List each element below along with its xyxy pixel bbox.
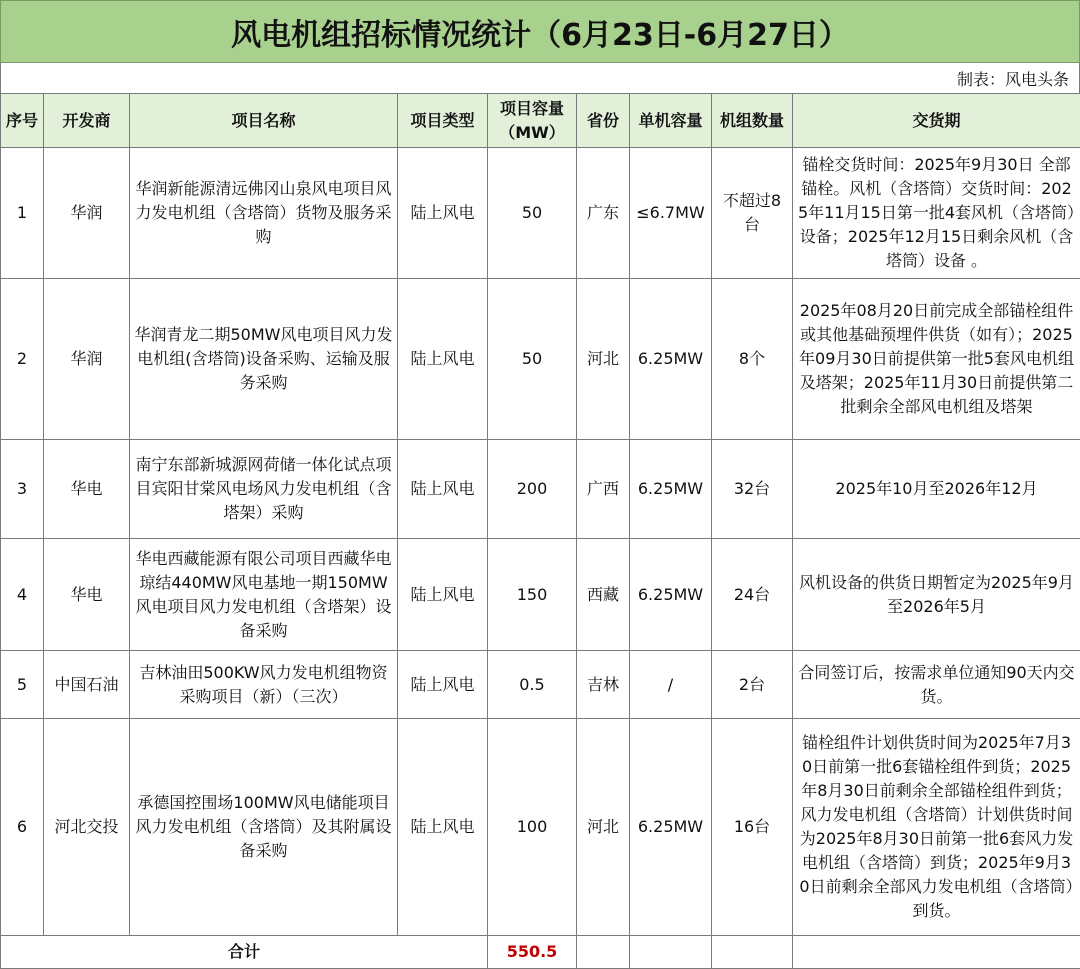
header-capacity-line2: （MW） [492, 121, 572, 145]
total-label: 合计 [1, 936, 488, 969]
row-unit-capacity: / [630, 651, 712, 719]
header-province: 省份 [577, 94, 630, 148]
row-developer: 华电 [44, 440, 130, 539]
row-project: 华润青龙二期50MW风电项目风力发电机组(含塔筒)设备采购、运输及服务采购 [130, 279, 398, 440]
row-unit-capacity: 6.25MW [630, 279, 712, 440]
total-capacity: 550.5 [488, 936, 577, 969]
page-title: 风电机组招标情况统计（6月23日-6月27日） [0, 0, 1080, 63]
row-unit-capacity: 6.25MW [630, 539, 712, 651]
table-row [1, 719, 1080, 936]
header-index: 序号 [1, 94, 44, 148]
row-unit-count: 16台 [712, 719, 793, 936]
header-unit-capacity: 单机容量 [630, 94, 712, 148]
row-capacity: 0.5 [488, 651, 577, 719]
table-row [1, 440, 1080, 539]
row-delivery: 锚栓组件计划供货时间为2025年7月30日前第一批6套锚栓组件到货；2025年8月30日前剩余全部锚栓组件到货；风力发电机组（含塔筒）计划供货时间为2025年8月30日前第一批6套风力发电机组（含塔筒）到货；2025年9月30日前剩余全部风力发电机组（含塔筒）到货。 [793, 719, 1080, 936]
row-type: 陆上风电 [398, 539, 488, 651]
row-unit-count: 32台 [712, 440, 793, 539]
total-empty-unit-count [712, 936, 793, 969]
row-developer: 河北交投 [44, 719, 130, 936]
row-delivery: 2025年10月至2026年12月 [793, 440, 1080, 539]
row-type: 陆上风电 [398, 651, 488, 719]
row-index: 1 [1, 148, 44, 279]
row-type: 陆上风电 [398, 148, 488, 279]
row-developer: 华润 [44, 148, 130, 279]
row-developer: 中国石油 [44, 651, 130, 719]
row-unit-count: 不超过8台 [712, 148, 793, 279]
row-province: 吉林 [577, 651, 630, 719]
total-row [1, 936, 1080, 969]
row-project: 承德国控围场100MW风电储能项目风力发电机组（含塔筒）及其附属设备采购 [130, 719, 398, 936]
row-unit-capacity: 6.25MW [630, 440, 712, 539]
table-row [1, 539, 1080, 651]
header-unit-count: 机组数量 [712, 94, 793, 148]
row-index: 3 [1, 440, 44, 539]
row-delivery: 2025年08月20日前完成全部锚栓组件或其他基础预埋件供货（如有）；2025年09月30日前提供第一批5套风电机组及塔架；2025年11月30日前提供第二批剩余全部风电机组及塔架 [793, 279, 1080, 440]
row-unit-capacity: ≤6.7MW [630, 148, 712, 279]
row-type: 陆上风电 [398, 279, 488, 440]
row-delivery: 锚栓交货时间：2025年9月30日 全部锚栓。风机（含塔筒）交货时间：2025年11月15日第一批4套风机（含塔筒）设备；2025年12月15日剩余风机（含塔筒）设备 。 [793, 148, 1080, 279]
table-row [1, 279, 1080, 440]
credit-text: 制表：风电头条 [957, 67, 1069, 90]
row-province: 河北 [577, 719, 630, 936]
row-province: 广东 [577, 148, 630, 279]
row-capacity: 50 [488, 148, 577, 279]
row-project: 华润新能源清远佛冈山泉风电项目风力发电机组（含塔筒）货物及服务采购 [130, 148, 398, 279]
row-index: 4 [1, 539, 44, 651]
row-province: 西藏 [577, 539, 630, 651]
row-developer: 华润 [44, 279, 130, 440]
row-project: 南宁东部新城源网荷储一体化试点项目宾阳甘棠风电场风力发电机组（含塔架）采购 [130, 440, 398, 539]
table-row [1, 148, 1080, 279]
row-unit-capacity: 6.25MW [630, 719, 712, 936]
header-row [1, 94, 1080, 148]
total-empty-province [577, 936, 630, 969]
table-row [1, 651, 1080, 719]
row-delivery: 风机设备的供货日期暂定为2025年9月至2026年5月 [793, 539, 1080, 651]
credit-line [0, 63, 1080, 93]
row-capacity: 200 [488, 440, 577, 539]
header-capacity-line1: 项目容量 [492, 97, 572, 121]
header-developer: 开发商 [44, 94, 130, 148]
total-empty-unit-capacity [630, 936, 712, 969]
row-delivery: 合同签订后，按需求单位通知90天内交货。 [793, 651, 1080, 719]
row-type: 陆上风电 [398, 440, 488, 539]
row-developer: 华电 [44, 539, 130, 651]
row-capacity: 150 [488, 539, 577, 651]
header-capacity [488, 94, 577, 148]
row-index: 5 [1, 651, 44, 719]
row-province: 河北 [577, 279, 630, 440]
total-empty-delivery [793, 936, 1080, 969]
row-unit-count: 2台 [712, 651, 793, 719]
row-capacity: 100 [488, 719, 577, 936]
row-unit-count: 24台 [712, 539, 793, 651]
row-capacity: 50 [488, 279, 577, 440]
tender-table [0, 93, 1080, 969]
header-delivery: 交货期 [793, 94, 1080, 148]
row-project: 吉林油田500KW风力发电机组物资采购项目（新）（三次） [130, 651, 398, 719]
row-type: 陆上风电 [398, 719, 488, 936]
row-project: 华电西藏能源有限公司项目西藏华电琼结440MW风电基地一期150MW风电项目风力发电机组（含塔架）设备采购 [130, 539, 398, 651]
row-index: 2 [1, 279, 44, 440]
row-province: 广西 [577, 440, 630, 539]
header-project: 项目名称 [130, 94, 398, 148]
row-unit-count: 8个 [712, 279, 793, 440]
row-index: 6 [1, 719, 44, 936]
header-type: 项目类型 [398, 94, 488, 148]
